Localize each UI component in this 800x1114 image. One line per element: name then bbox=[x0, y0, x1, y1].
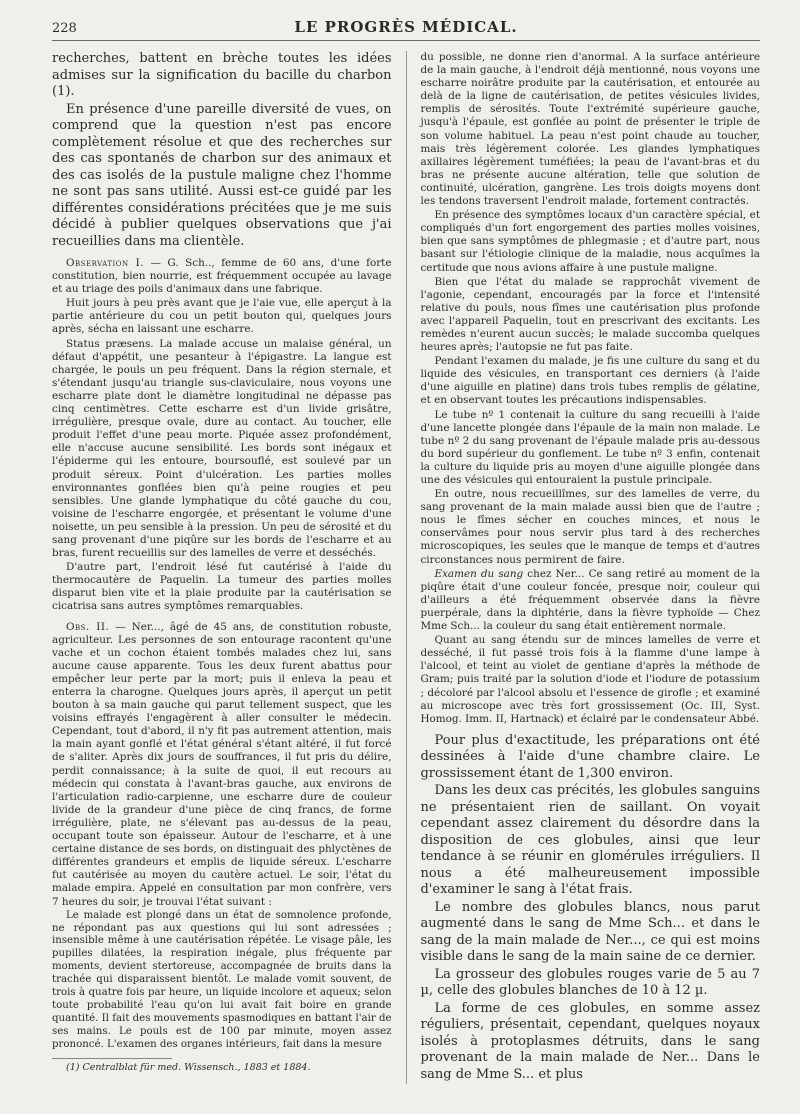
paragraph: La forme de ces globules, en somme assez réguliers, présentait, cependant, quelques noyaux isolés à protoplasmes détruits, dans le sang provenant de la main malade de Ner... Dans le sang de Mme S... et plus bbox=[420, 1000, 760, 1082]
observation-label: Obs. II. bbox=[66, 620, 110, 633]
paragraph: du possible, ne donne rien d'anormal. A la surface antérieure de la main gauche, à l'endroit déjà mentionné, nous voyons une escharre noirâtre produite par la cautérisation, et entourée au delà de la ligne de cautérisation, de petites vésicules livides, remplis de sérosités. Toute l'extrémité supérieure gauche, jusqu'à l'épaule, est gonflée au point de présenter le triple de son volume habituel. La peau n'est point chaude au toucher, mais très légèrement colorée. Les glandes lymphatiques axillaires légèrement tuméfiées; la peau de l'avant-bras et du bras ne présente aucune altération, telle que solution de continuité, ulcération, gangrène. Les trois doigts moyens dont les tendons traversent l'endroit malade, fortement contractés. bbox=[420, 51, 760, 208]
footnote-rule bbox=[52, 1058, 172, 1059]
column-divider bbox=[406, 51, 407, 1084]
paragraph: Dans les deux cas précités, les globules sanguins ne présentaient rien de saillant. On voyait cependant assez clairement du désordre dans la disposition de ces globules, ainsi que leur tendance à se réunir en glomérules irréguliers. Il nous a été malheureusement impossible d'examiner le sang à l'état frais. bbox=[420, 783, 760, 898]
paragraph: D'autre part, l'endroit lésé fut cautérisé à l'aide du thermocautère de Paquelin. La tumeur des parties molles disparut bien vite et la plaie produite par la cautérisation se cicatrisa sans autres symptômes remarquables. bbox=[52, 561, 392, 613]
paragraph: Pour plus d'exactitude, les préparations ont été dessinées à l'aide d'une chambre claire. Le grossissement étant de 1,300 environ. bbox=[420, 732, 760, 781]
paragraph: Le nombre des globules blancs, nous parut augmenté dans le sang de Mme Sch... et dans le sang de la main malade de Ner..., ce qui est moins visible dans le sang de la main saine de ce dernier. bbox=[420, 899, 760, 965]
paragraph-text: — G. Sch.., femme de 60 ans, d'une forte constitution, bien nourrie, est fréquemment occupée au lavage et au triage des poils d'animaux dans une fabrique. bbox=[52, 257, 392, 296]
journal-title: LE PROGRÈS MÉDICAL. bbox=[294, 18, 518, 36]
right-column bbox=[420, 51, 760, 1084]
paragraph-text: — Ner..., âgé de 45 ans, de constitution robuste, agriculteur. Les personnes de son entourage racontent qu'une vache et un cochon étaient tombés malades chez lui, sans aucune cause apparente. Tous les deux furent abattus pour empêcher leur perte par la mort; puis il enleva la peau et enterra la charogne. Quelques jours après, il aperçut un petit bouton à sa main gauche qui parut tellement suspect, que les voisins effrayés l'engagèrent à aller consulter le médecin. Cependant, tout d'abord, il n'y fit pas autrement attention, mais la main ayant gonflé et l'état général s'étant altéré, il fut forcé de s'aliter. Après dix jours de souffrances, il fut pris du délire, perdit connaissance; à la suite de quoi, il eut recours au médecin qui constata à l'avant-bras gauche, aux environs de l'articulation radio-carpienne, une escharre dure de couleur livide de la grandeur d'une pièce de cinq francs, de forme irrégulière, plate, ne s'élevant pas au-dessus de la peau, occupant toute son épaisseur. Autour de l'escharre, et à une certaine distance de ses bords, on distinguait des phlyctènes de différentes grandeurs et emplis de liquide séreux. L'escharre fut cautérisée au moyen du cautère actuel. Le soir, l'état du malade empira. Appelé en consultation par mon confrère, vers 7 heures du soir, je trouvai l'état suivant : bbox=[52, 620, 392, 908]
page-number: 228 bbox=[52, 21, 77, 36]
paragraph: En présence des symptômes locaux d'un caractère spécial, et compliqués d'un fort engorgement des parties molles voisines, bien que sans symptômes de phlegmasie ; et d'autre part, nous basant sur l'étiologie clinique de la maladie, nous acquîmes la certitude que nous avions affaire à une pustule maligne. bbox=[420, 209, 760, 274]
blood-exam bbox=[420, 568, 760, 633]
observation-1 bbox=[52, 257, 392, 296]
observation-label: Observation I. bbox=[66, 257, 145, 269]
text-columns bbox=[52, 51, 760, 1084]
observation-2 bbox=[52, 621, 392, 909]
paragraph: En outre, nous recueillîmes, sur des lamelles de verre, du sang provenant de la main malade aussi bien que de l'autre ; nous le fîmes sécher en couches minces, et nous le conservâmes pour nous servir plus tard à des recherches microscopiques, les seules que le manque de temps et d'autres circonstances nous permirent de faire. bbox=[420, 488, 760, 566]
paragraph: Bien que l'état du malade se rapprochât vivement de l'agonie, cependant, encouragés par la force et l'intensité relative du pouls, nous fîmes une cautérisation plus profonde avec l'appareil Paquelin, tout en prescrivant des excitants. Les remèdes n'eurent aucun succès; le malade succomba quelques heures après; l'autopsie ne fut pas faite. bbox=[420, 275, 760, 354]
paragraph: Status præsens. La malade accuse un malaise général, un défaut d'appétit, une pesanteur à l'épigastre. La langue est chargée, le pouls un peu fréquent. Dans la région sternale, et s'étendant jusqu'au triangle sus-claviculaire, nous voyons une escharre plate dont le diamètre longitudinal ne dépasse pas cinq centimètres. Cette escharre est d'un livide grisâtre, irrégulière, presque ovale, dure au contact. Au toucher, elle produit l'effet d'une peau morte. Piquée assez profondément, elle n'accuse aucune sensibilité. Les bords sont inégaux et l'épiderme qui les entoure, boursouflé, est soulevé par un produit séreux. Point d'ulcération. Les parties molles environnantes gonflées bien qu'à peine rougies et peu sensibles. Une glande lymphatique du côté gauche du cou, voisine de l'escharre engorgée, et présentant le volume d'une noisette, un peu sensible à la pression. Un peu de sérosité et du sang provenant d'une piqûre sur les bords de l'escharre et au bras, furent recueillis sur des lamelles de verre et desséchés. bbox=[52, 337, 392, 560]
exam-label: Examen du sang bbox=[434, 567, 524, 580]
paragraph: La grosseur des globules rouges varie de 5 au 7 µ, celle des globules blanches de 10 à 12 µ. bbox=[420, 966, 760, 999]
paragraph: Le tube nº 1 contenait la culture du sang recueilli à l'aide d'une lancette plongée dans l'épaule de la main non malade. Le tube nº 2 du sang provenant de l'épaule malade pris au-dessous du bord supérieur du gonflement. Le tube nº 3 enfin, contenait la culture du liquide pris au moyen d'une aiguille plongée dans une des vésicules qui entouraient la pustule principale. bbox=[420, 408, 760, 486]
left-column bbox=[52, 51, 392, 1084]
paragraph: En présence d'une pareille diversité de vues, on comprend que la question n'est pas encore complètement résolue et que des recherches sur des cas spontanés de charbon sur des animaux et des cas isolés de la pustule maligne chez l'homme ne sont pas sans utilité. Aussi est-ce guidé par les différentes considérations précitées que je me suis décidé à publier quelques observations que j'ai recueillies dans ma clientèle. bbox=[52, 101, 392, 249]
footnote: (1) Centralblat für med. Wissensch., 1883 et 1884. bbox=[66, 1061, 311, 1073]
paragraph: Quant au sang étendu sur de minces lamelles de verre et desséché, il fut passé trois fois à la flamme d'une lampe à l'alcool, et teint au violet de gentiane d'après la méthode de Gram; puis traité par la solution d'iode et l'iodure de potassium ; décoloré par l'alcool absolu et l'essence de girofle ; et examiné au microscope avec très fort grossissement (Oc. III, Syst. Homog. Imm. II, Hartnack) et éclairé par le condensateur Abbé. bbox=[420, 634, 760, 725]
paragraph-text: chez Ner... Ce sang retiré au moment de la piqûre était d'une couleur foncée, presque noir, couleur qui d'ailleurs a été fréquemment observée dans la fièvre puerpérale, dans la diphtérie, dans la fièvre typhoïde — Chez Mme Sch... la couleur du sang était entièrement normale. bbox=[420, 567, 760, 633]
paragraph: Pendant l'examen du malade, je fis une culture du sang et du liquide des vésicules, en transportant ces derniers (à l'aide d'une aiguille en platine) dans trois tubes remplis de gélatine, et en observant toutes les précautions indispensables. bbox=[420, 355, 760, 407]
paragraph: recherches, battent en brèche toutes les idées admises sur la signification du bacille du charbon (1). bbox=[52, 51, 392, 99]
paragraph: Huit jours à peu près avant que je l'aie vue, elle aperçut à la partie antérieure du cou un petit bouton qui, quelques jours après, sécha en laissant une escharre. bbox=[52, 297, 392, 336]
page-header bbox=[52, 18, 760, 41]
paragraph: Le malade est plongé dans un état de somnolence profonde, ne répondant pas aux questions qui lui sont adressées ; insensible même à une cautérisation répétée. Le visage pâle, les pupilles dilatées, la respiration inégale, plus fréquente par moments, devient stertoreuse, accompagnée de bruits dans la trachée qui disparaissent bientôt. Le malade vomit souvent, de trois à quatre fois par heure, un liquide incolore et aqueux; selon toute probabilité l'eau qu'on lui avait fait boire en grande quantité. Il fait des mouvements spasmodiques en battant l'air de ses mains. Le pouls est de 100 par minute, moyen assez prononcé. L'examen des organes intérieurs, fait dans la mesure bbox=[52, 909, 392, 1050]
